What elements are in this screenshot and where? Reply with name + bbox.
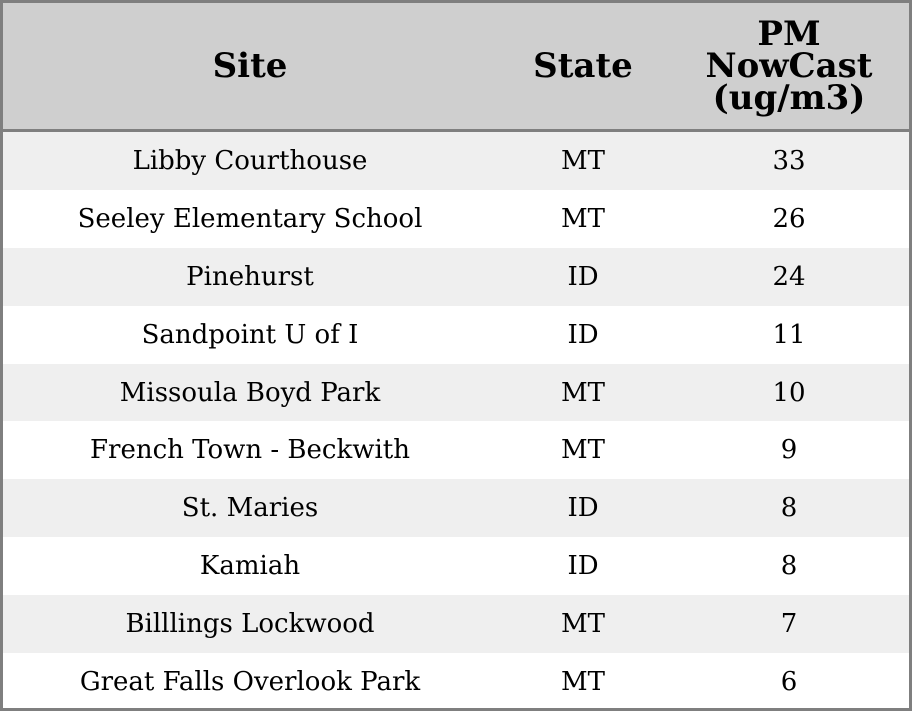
state-cell: MT [561,609,605,640]
table-header [3,3,909,132]
state-cell: MT [561,377,605,408]
header-pm-line-2: NowCast [705,46,873,86]
table-body [3,132,909,711]
site-cell: Pinehurst [186,261,314,292]
header-pm-line-1: PM [757,14,821,54]
state-cell: ID [567,261,599,292]
site-cell: Missoula Boyd Park [119,377,381,408]
table-row [3,190,909,248]
site-cell: Great Falls Overlook Park [79,666,421,697]
table-row [3,537,909,595]
state-cell: MT [561,666,605,697]
state-cell: ID [567,319,599,350]
pm-cell: 26 [772,203,806,234]
site-cell: French Town - Beckwith [89,435,411,466]
table-row [3,364,909,422]
pm-cell: 8 [780,551,798,582]
pm-cell: 10 [772,377,806,408]
site-cell: Kamiah [199,551,301,582]
table-row [3,421,909,479]
table-row [3,248,909,306]
site-cell: Sandpoint U of I [141,319,359,350]
table-row [3,306,909,364]
header-pm-nowcast [669,3,909,129]
table-row [3,132,909,190]
state-cell: ID [567,493,599,524]
site-cell: Seeley Elementary School [77,203,423,234]
header-pm-line-3: (ug/m3) [712,78,866,118]
pm-cell: 8 [780,493,798,524]
pm-cell: 33 [772,145,806,176]
pm-cell: 11 [772,319,806,350]
header-site: Site [212,46,288,86]
site-cell: Libby Courthouse [132,145,368,176]
pm-cell: 6 [780,666,798,697]
table-row [3,595,909,653]
site-cell: Billlings Lockwood [125,609,375,640]
site-cell: St. Maries [181,493,319,524]
table-row [3,479,909,537]
state-cell: ID [567,551,599,582]
header-state: State [533,46,633,86]
table-row [3,653,909,711]
state-cell: MT [561,203,605,234]
pm-cell: 9 [780,435,798,466]
pm-cell: 24 [772,261,806,292]
pm-cell: 7 [780,609,798,640]
state-cell: MT [561,145,605,176]
state-cell: MT [561,435,605,466]
